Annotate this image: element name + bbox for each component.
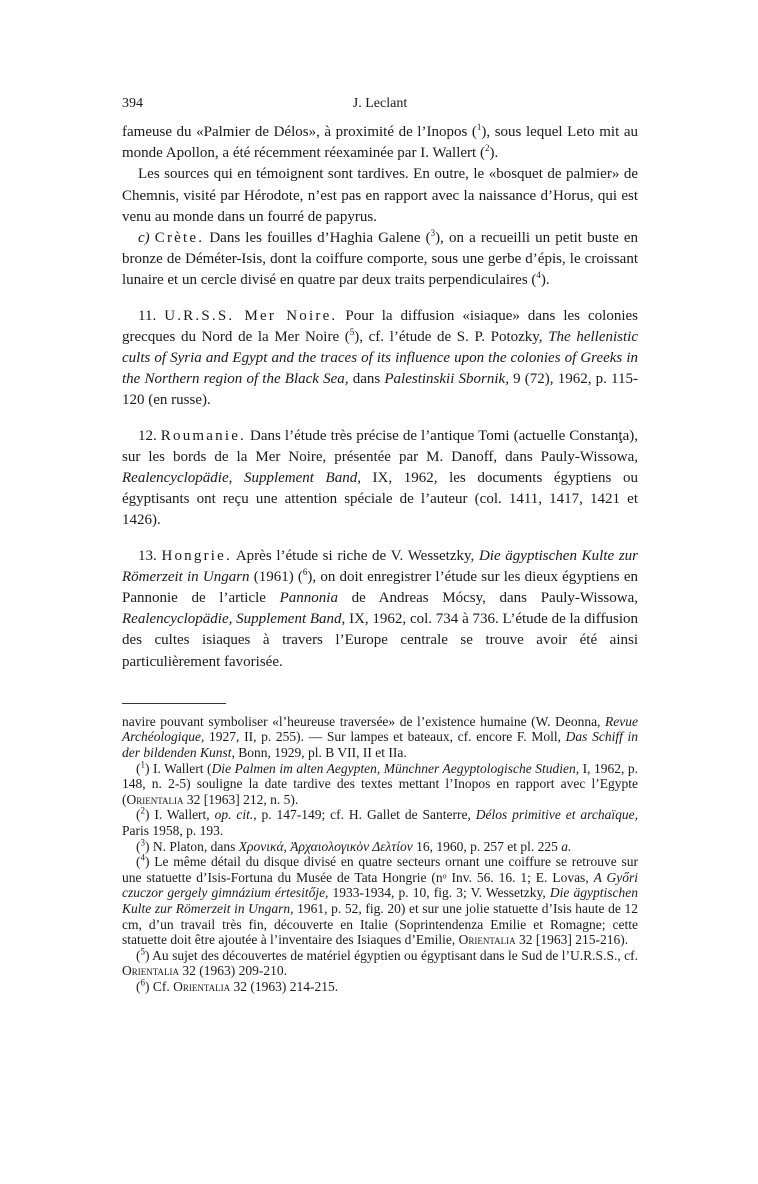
text-span: de Andreas Mócsy, dans Pauly-Wissowa, (337, 590, 638, 607)
italic-span: Die ägyptischen Kulte zur Römerzeit in Ungarn (122, 547, 639, 585)
italic-span: Délos primitive et archaïque, (475, 807, 639, 823)
note-ref: 5 (349, 326, 355, 337)
footnotes (122, 714, 638, 995)
text-span: ) Le même détail du disque divisé en quatre secteurs ornant une coiffure se retrouve sur une statuette d’Isis-Fortuna du Musée de Tata Hongrie (nᵒ Inv. 56. 16. 1; E. Lovas, (122, 854, 638, 885)
text-span: ( (136, 978, 141, 994)
text-span: 32 (1963) 214-215. (230, 978, 339, 994)
main-text (122, 122, 638, 673)
text-span: 32 [1963] 215-216). (515, 932, 629, 948)
section-heading: Hongrie. (161, 547, 232, 564)
italic-span: c) (138, 230, 155, 247)
italic-span: Palestinskii Sbornik, (384, 371, 509, 388)
note-ref: 3 (140, 837, 145, 848)
italic-span: a. (561, 838, 572, 854)
text-span: ( (136, 760, 141, 776)
text-span: ( (136, 838, 141, 854)
text-span: ( (136, 807, 141, 823)
text-span: 13. (138, 547, 162, 564)
text-span: ) N. Platon, dans (145, 838, 239, 854)
note-ref: 2 (484, 143, 490, 154)
text-span: 1933-1934, p. 10, fig. 3; V. Wessetzky, (328, 885, 550, 901)
italic-span: Realencyclopädie, Supplement Band, (122, 470, 361, 487)
text-span: fameuse du «Palmier de Délos», à proximité de l’Inopos ( (122, 124, 477, 140)
section-heading: Roumanie. (160, 427, 247, 444)
document-page (122, 96, 638, 995)
note-ref: 6 (140, 977, 145, 988)
footnote-6 (122, 948, 638, 979)
text-span: ). (540, 272, 550, 289)
text-span: p. 147-149; cf. H. Gallet de Santerre, (256, 807, 476, 823)
text-span: ) I. Wallert ( (145, 760, 212, 776)
journal-name: Orientalia (173, 978, 231, 994)
page-header (122, 96, 638, 116)
footnote-4 (122, 839, 638, 855)
text-span: ). (489, 145, 499, 162)
text-span: Paris 1958, p. 193. (122, 823, 224, 839)
italic-span: Die Palmen im alten Aegypten, Münchner Aegyptologische Studien, (211, 760, 580, 776)
note-ref: 3 (430, 228, 436, 239)
note-ref: 4 (140, 852, 145, 863)
paragraph-6 (122, 546, 638, 673)
journal-name: Orientalia (122, 963, 180, 979)
running-head: J. Leclant (352, 96, 408, 111)
paragraph-5 (122, 426, 638, 532)
text-span: Dans l’étude très précise de l’antique Tomi (actuelle Constanţa), sur les bords de la Mer Noire, présentée par M. Danoff, dans Pauly-Wissowa, (122, 427, 639, 465)
text-span: 1927, II, p. 255). — Sur lampes et bateaux, cf. encore F. Moll, (204, 729, 566, 745)
text-span: 12. (138, 427, 161, 444)
text-span: ) Cf. (145, 978, 174, 994)
footnote-7 (122, 979, 638, 995)
text-span: ), on doit enregistrer l’étude sur les dieux égyptiens en Pannonie de l’article (122, 568, 638, 607)
italic-span: op. cit., (214, 807, 257, 823)
section-heading: Crète. (154, 230, 205, 247)
text-span: ) I. Wallert, (145, 807, 215, 823)
note-ref: 4 (536, 270, 541, 281)
text-span: ( (136, 947, 141, 963)
text-span: IX, 1962, col. 734 à 736. L’étude de la diffusion des cultes isiaques à travers l’Europe centrale se trouve avoir été ainsi particulièrement favorisée. (122, 611, 638, 670)
text-span: ( (136, 854, 141, 870)
section-heading: U.R.S.S. Mer Noire. (164, 307, 338, 324)
italic-span: Das Schiff in der bildenden Kunst, (122, 729, 639, 761)
footnote-3 (122, 807, 638, 838)
italic-span: A Győri czuczor gergely gimnázium értesitője, (122, 869, 638, 901)
paragraph-2 (122, 164, 638, 228)
text-span: navire pouvant symboliser «l’heureuse traversée» de l’existence humaine (W. Deonna, (122, 713, 606, 729)
text-span: ) Au sujet des découvertes de matériel égyptien ou égyptisant dans le Sud de l’U.R.S.S., cf. (145, 947, 638, 963)
text-span: I, 1962, p. 148, n. 2-5) souligne la date tardive des textes mettant l’Inopos en rapport avec l’Egypte ( (122, 760, 638, 807)
text-span: Pour la diffusion «isiaque» dans les colonies grecques du Nord de la Mer Noire ( (122, 307, 639, 345)
text-span: 11. (138, 307, 165, 324)
italic-span: Χρονικά, Ἀρχαιολογικὸν Δελτίον (238, 838, 413, 854)
paragraph-3 (122, 228, 638, 292)
text-span: ), on a recueilli un petit buste en bronze de Déméter-Isis, dont la coiffure comporte, sous une gerbe d’épis, le croissant lunaire et un cercle divisé en quatre par deux traits perpendiculaires ( (122, 230, 638, 289)
text-span: dans (348, 371, 385, 388)
text-span: 9 (72), 1962, p. 115-120 (en russe). (122, 371, 638, 409)
note-ref: 2 (140, 805, 145, 816)
note-ref: 6 (302, 566, 308, 577)
footnote-5 (122, 854, 638, 948)
journal-name: Orientalia (126, 791, 184, 807)
text-span: (1961) ( (249, 568, 303, 585)
text-span: Après l’étude si riche de V. Wessetzky, (231, 547, 479, 564)
journal-name: Orientalia (458, 932, 516, 948)
text-span: ), cf. l’étude de S. P. Potozky, (354, 328, 549, 345)
page-number: 394 (122, 96, 143, 111)
text-span: 32 [1963] 212, n. 5). (183, 791, 299, 807)
text-span: 1961, p. 52, fig. 20) et sur une jolie statuette d’Isis haute de 12 cm, d’un travail très fin, découverte en Italie (Soprintendenza Emilie et Romagne; cette statuette doit être ajoutée à l’inventaire des Isiaques d’Emilie, (122, 901, 638, 948)
note-ref: 1 (476, 122, 482, 132)
paragraph-4 (122, 306, 638, 412)
text-span: Les sources qui en témoignent sont tardives. En outre, le «bosquet de palmier» de Chemnis, visité par Hérodote, n’est pas en rapport avec la naissance d’Horus, qui est venu au monde dans un fourré de papyrus. (122, 166, 638, 225)
text-span: IX, 1962, les documents égyptiens ou égyptisants ont reçu une attention spéciale de l’auteur (col. 1411, 1417, 1421 et 1426). (122, 470, 638, 529)
text-span: ), sous lequel Leto mit au monde Apollon, a été récemment réexaminée par I. Wallert ( (122, 124, 638, 162)
footnote-separator (122, 703, 226, 704)
text-span: 16, 1960, p. 257 et pl. 225 (412, 838, 562, 854)
italic-span: The hellenistic cults of Syria and Egypt and the traces of its influence upon the colonies of Greeks in the Northern region of the Black Sea, (122, 328, 638, 388)
italic-span: Realencyclopädie, Supplement Band, (122, 611, 346, 628)
italic-span: Revue Archéologique, (122, 713, 638, 745)
italic-span: Pannonia (279, 590, 338, 607)
text-span: 32 (1963) 209-210. (179, 963, 288, 979)
note-ref: 5 (140, 946, 145, 957)
text-span: Bonn, 1929, pl. B VII, II et IIa. (234, 745, 407, 761)
footnote-2 (122, 761, 638, 808)
paragraph-1 (122, 122, 638, 164)
italic-span: Die ägyptischen Kulte zur Römerzeit in Ungarn, (122, 885, 638, 916)
note-ref: 1 (140, 759, 145, 770)
footnote-1 (122, 714, 638, 761)
text-span: Dans les fouilles d’Haghia Galene ( (204, 230, 431, 247)
